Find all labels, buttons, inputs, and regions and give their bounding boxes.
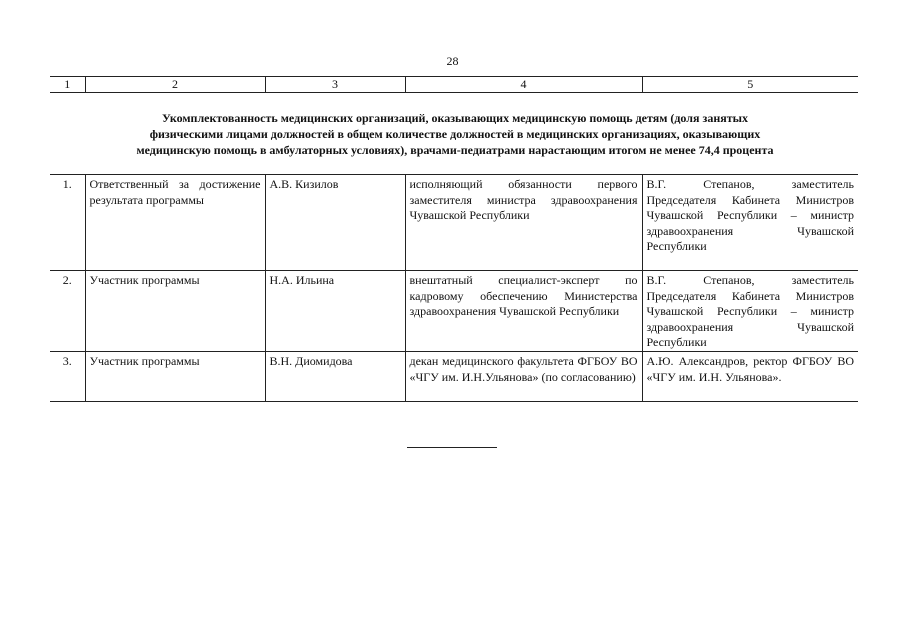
row-number: 1. bbox=[62, 177, 72, 191]
table-row bbox=[50, 271, 858, 352]
column-number-header bbox=[50, 76, 858, 93]
position-cell: декан медицинского факультета ФГБОУ ВО «ЧГУ им. И.Н.Ульянова» (по согласованию) bbox=[405, 352, 642, 402]
row-number: 2. bbox=[62, 273, 72, 287]
section-title-line-1: Укомплектованность медицинских организаций, оказывающих медицинскую помощь детям (доля занятых bbox=[162, 111, 748, 125]
section-title-line-2: физическими лицами должностей в общем количестве должностей в медицинских организациях, оказывающих bbox=[149, 127, 761, 141]
responsibility-table bbox=[50, 174, 858, 402]
person-cell: В.Н. Диомидова bbox=[265, 352, 405, 402]
row-number: 3. bbox=[62, 354, 72, 368]
column-number-1: 1 bbox=[50, 77, 85, 93]
column-number-2: 2 bbox=[85, 77, 265, 93]
section-title bbox=[60, 110, 850, 158]
supervisor-cell: В.Г. Степанов, заместитель Председателя Кабинета Министров Чувашской Республики – министр здравоохранения Чувашской Республики bbox=[642, 175, 858, 271]
position-cell: исполняющий обязанности первого заместителя министра здравоохранения Чувашской Республики bbox=[405, 175, 642, 271]
supervisor-cell: В.Г. Степанов, заместитель Председателя Кабинета Министров Чувашской Республики – министр здравоохранения Чувашской Республики bbox=[642, 271, 858, 352]
table-row bbox=[50, 175, 858, 271]
page-number: 28 bbox=[446, 54, 459, 68]
person-cell: Н.А. Ильина bbox=[265, 271, 405, 352]
column-number-3: 3 bbox=[265, 77, 405, 93]
position-cell: внештатный специалист-эксперт по кадровому обеспечению Министерства здравоохранения Чувашской Республики bbox=[405, 271, 642, 352]
column-number-5: 5 bbox=[642, 77, 858, 93]
column-number-4: 4 bbox=[405, 77, 642, 93]
role-cell: Участник программы bbox=[85, 271, 265, 352]
section-title-line-3: медицинскую помощь в амбулаторных условиях), врачами-педиатрами нарастающим итогом не менее 74,4 процента bbox=[136, 143, 774, 157]
role-cell: Ответственный за достижение результата программы bbox=[85, 175, 265, 271]
role-cell: Участник программы bbox=[85, 352, 265, 402]
supervisor-cell: А.Ю. Александров, ректор ФГБОУ ВО «ЧГУ им. И.Н. Ульянова». bbox=[642, 352, 858, 402]
footer-divider bbox=[407, 447, 497, 448]
column-number-row bbox=[50, 77, 858, 93]
person-cell: А.В. Кизилов bbox=[265, 175, 405, 271]
table-row bbox=[50, 352, 858, 402]
